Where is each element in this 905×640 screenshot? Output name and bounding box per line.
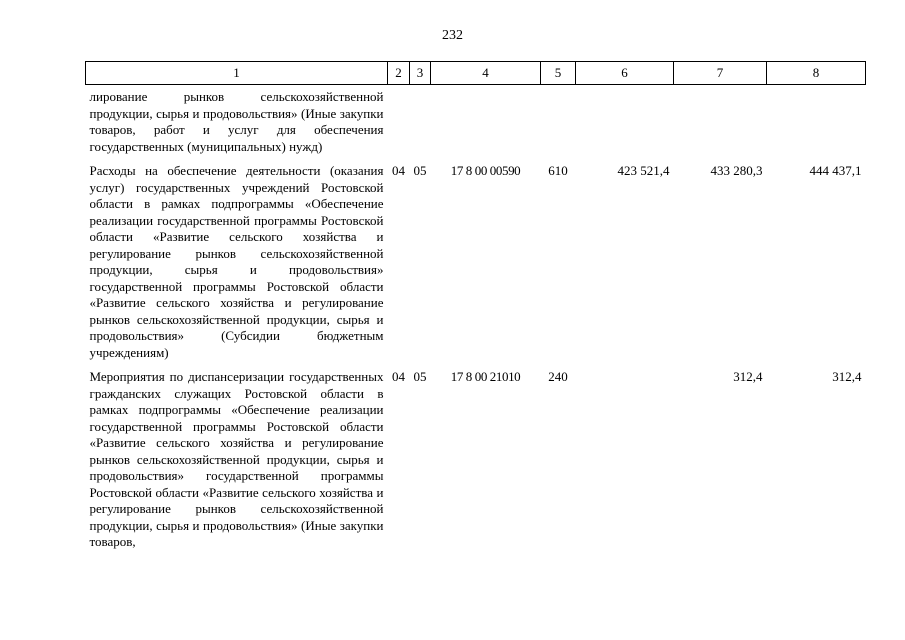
row-amount-year-3 (767, 85, 866, 160)
row-description: лирование рынков сельскохозяйственной продукции, сырья и продовольствия» (Иные закупки товаров, работ и услуг для обеспечения государственных (муниципальных) нужд) (89, 89, 384, 154)
row-amount-year-1: 423 521,4 (617, 163, 670, 178)
row-amount-year-3: 312,4 (832, 369, 862, 384)
row-amount-year-2: 433 280,3 (710, 163, 763, 178)
row-description: Расходы на обеспечение деятельности (оказания услуг) государственных учреждений Ростовской области в рамках подпрограммы «Обеспечение реализации государственной программы Ростовской области «Развитие сельского хозяйства и регулирование рынков сельскохозяйственной продукции, сырья и продовольствия» государственной программы Ростовской области «Развитие сельского хозяйства и регулирование рынков сельскохозяйственной продукции, сырья и продовольствия» (Субсидии бюджетным учреждениям) (89, 163, 384, 360)
row-expense-type (541, 85, 576, 160)
row-subsection: 05 (413, 369, 427, 384)
col-header-year-3: 8 (767, 62, 866, 85)
page-number: 232 (442, 28, 463, 43)
col-header-year-1: 6 (576, 62, 674, 85)
table-row (86, 85, 866, 160)
row-section (388, 85, 410, 160)
row-target-article: 17 8 00 21010 (450, 369, 521, 384)
row-target-article (431, 85, 541, 160)
row-section: 04 (392, 163, 405, 178)
row-expense-type: 240 (548, 369, 568, 384)
row-description: Мероприятия по диспансеризации государственных гражданских служащих Ростовской области в рамках подпрограммы «Обеспечение реализации государственной программы Ростовской области «Развитие сельского хозяйства и регулирование рынков сельскохозяйственной продукции, сырья и продовольствия» государственной программы Ростовской области «Развитие сельского хозяйства и регулирование рынков сельскохозяйственной продукции, сырья и продовольствия» (Иные закупки товаров, (89, 369, 384, 549)
row-amount-year-1 (576, 365, 674, 555)
col-header-section: 2 (388, 62, 410, 85)
row-subsection (410, 85, 431, 160)
row-amount-year-1 (576, 85, 674, 160)
row-section: 04 (392, 369, 405, 384)
header-row (86, 62, 866, 85)
col-header-expense-type: 5 (541, 62, 576, 85)
row-amount-year-2: 312,4 (733, 369, 763, 384)
col-header-subsection: 3 (410, 62, 431, 85)
table-row (86, 365, 866, 555)
table-row (86, 159, 866, 365)
budget-table (85, 61, 866, 555)
row-subsection: 05 (413, 163, 427, 178)
col-header-target-article: 4 (431, 62, 541, 85)
row-amount-year-3: 444 437,1 (809, 163, 862, 178)
row-expense-type: 610 (548, 163, 568, 178)
col-header-name: 1 (86, 62, 388, 85)
row-amount-year-2 (674, 85, 767, 160)
col-header-year-2: 7 (674, 62, 767, 85)
row-target-article: 17 8 00 00590 (450, 163, 521, 178)
